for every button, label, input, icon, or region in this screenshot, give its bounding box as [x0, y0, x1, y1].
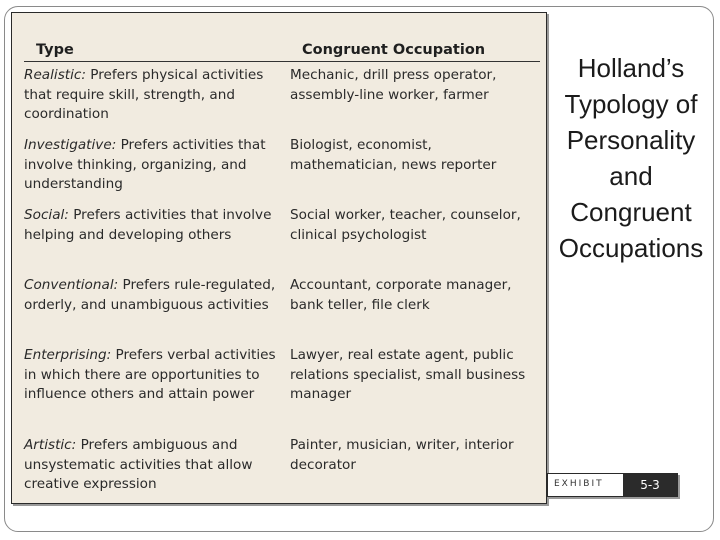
type-cell [24, 346, 284, 405]
occupation-cell: Lawyer, real estate agent, public relations specialist, small business manager [290, 347, 526, 403]
type-name: Enterprising: [24, 347, 112, 363]
exhibit-tag [547, 473, 678, 497]
occupation-cell: Accountant, corporate manager, bank teller, file clerk [290, 277, 512, 313]
occupation-cell: Mechanic, drill press operator, assembly-line worker, farmer [290, 67, 497, 103]
exhibit-label: EXHIBIT [554, 479, 604, 489]
occupation-cell: Painter, musician, writer, interior decorator [290, 437, 514, 473]
exhibit-table [11, 12, 547, 504]
type-cell [24, 136, 284, 195]
table-header [24, 29, 540, 62]
exhibit-number: 5-3 [623, 474, 677, 496]
title-line: Holland’s [577, 53, 685, 83]
title-line: Typology of [564, 89, 698, 119]
header-occupation: Congruent Occupation [302, 42, 486, 58]
type-name: Social: [24, 207, 69, 223]
type-description: Prefers physical activities that require skill, strength, and coordination [24, 67, 264, 123]
type-name: Artistic: [24, 437, 77, 453]
type-cell [24, 66, 284, 125]
type-description: Prefers activities that involve helping and developing others [24, 207, 272, 243]
type-description: Prefers rule-regulated, orderly, and unambiguous activities [24, 277, 276, 313]
title-line: and [609, 161, 653, 191]
slide-title [548, 50, 714, 266]
title-line: Occupations [558, 233, 704, 263]
type-cell [24, 276, 284, 315]
occupation-cell: Social worker, teacher, counselor, clinical psychologist [290, 207, 521, 243]
type-description: Prefers activities that involve thinking, organizing, and understanding [24, 137, 266, 193]
type-name: Conventional: [24, 277, 119, 293]
type-cell [24, 436, 284, 495]
type-description: Prefers verbal activities in which there are opportunities to influence others and attain power [24, 347, 276, 403]
type-description: Prefers ambiguous and unsystematic activities that allow creative expression [24, 437, 253, 493]
title-line: Congruent [570, 197, 692, 227]
type-name: Realistic: [24, 67, 86, 83]
header-type: Type [36, 42, 74, 58]
type-name: Investigative: [24, 137, 117, 153]
type-cell [24, 206, 284, 245]
occupation-cell: Biologist, economist, mathematician, news reporter [290, 137, 497, 173]
title-line: Personality [566, 125, 696, 155]
